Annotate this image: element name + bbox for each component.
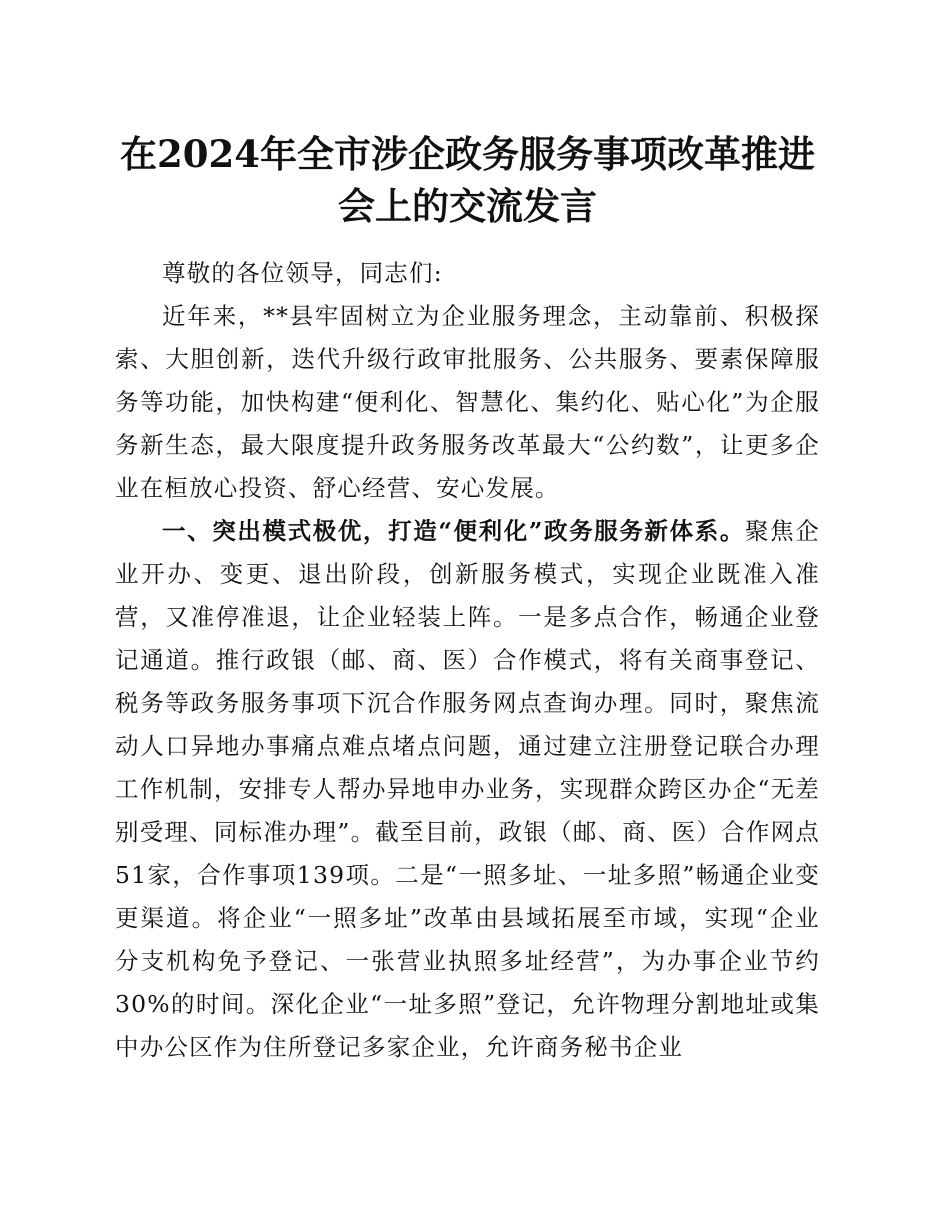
intro-paragraph: 近年来，**县牢固树立为企业服务理念，主动靠前、积极探索、大胆创新，迭代升级行政审批服务、公共服务、要素保障服务等功能，加快构建“便利化、智慧化、集约化、贴心化”为企服务新生态，最大限度提升政务服务改革最大“公约数”，让更多企业在桓放心投资、舒心经营、安心发展。 (115, 302, 820, 502)
section-1-text: 聚焦企业开办、变更、退出阶段，创新服务模式，实现企业既准入准营，又准停准退，让企业轻装上阵。一是多点合作，畅通企业登记通道。推行政银（邮、商、医）合作模式，将有关商事登记、税务等政务服务事项下沉合作服务网点查询办理。同时，聚焦流动人口异地办事痛点难点堵点问题，通过建立注册登记联合办理工作机制，安排专人帮办异地申办业务，实现群众跨区办企“无差别受理、同标准办理”。截至目前，政银（邮、商、医）合作网点51家，合作事项139项。二是“一照多址、一址多照”畅通企业变更渠道。将企业“一照多址”改革由县域拓展至市域，实现“企业分支机构免予登记、一张营业执照多址经营”，为办事企业节约30%的时间。深化企业“一址多照”登记，允许物理分割地址或集中办公区作为住所登记多家企业，允许商务秘书企业 (115, 517, 820, 1061)
section-1-paragraph (115, 510, 820, 1069)
salutation: 尊敬的各位领导，同志们: (162, 259, 443, 287)
section-1-heading: 一、突出模式极优，打造“便利化”政务服务新体系。 (162, 517, 746, 545)
document-title: 在2024年全市涉企政务服务事项改革推进会上的交流发言 (120, 132, 815, 228)
document-page (115, 128, 820, 1069)
document-body (115, 252, 820, 1069)
